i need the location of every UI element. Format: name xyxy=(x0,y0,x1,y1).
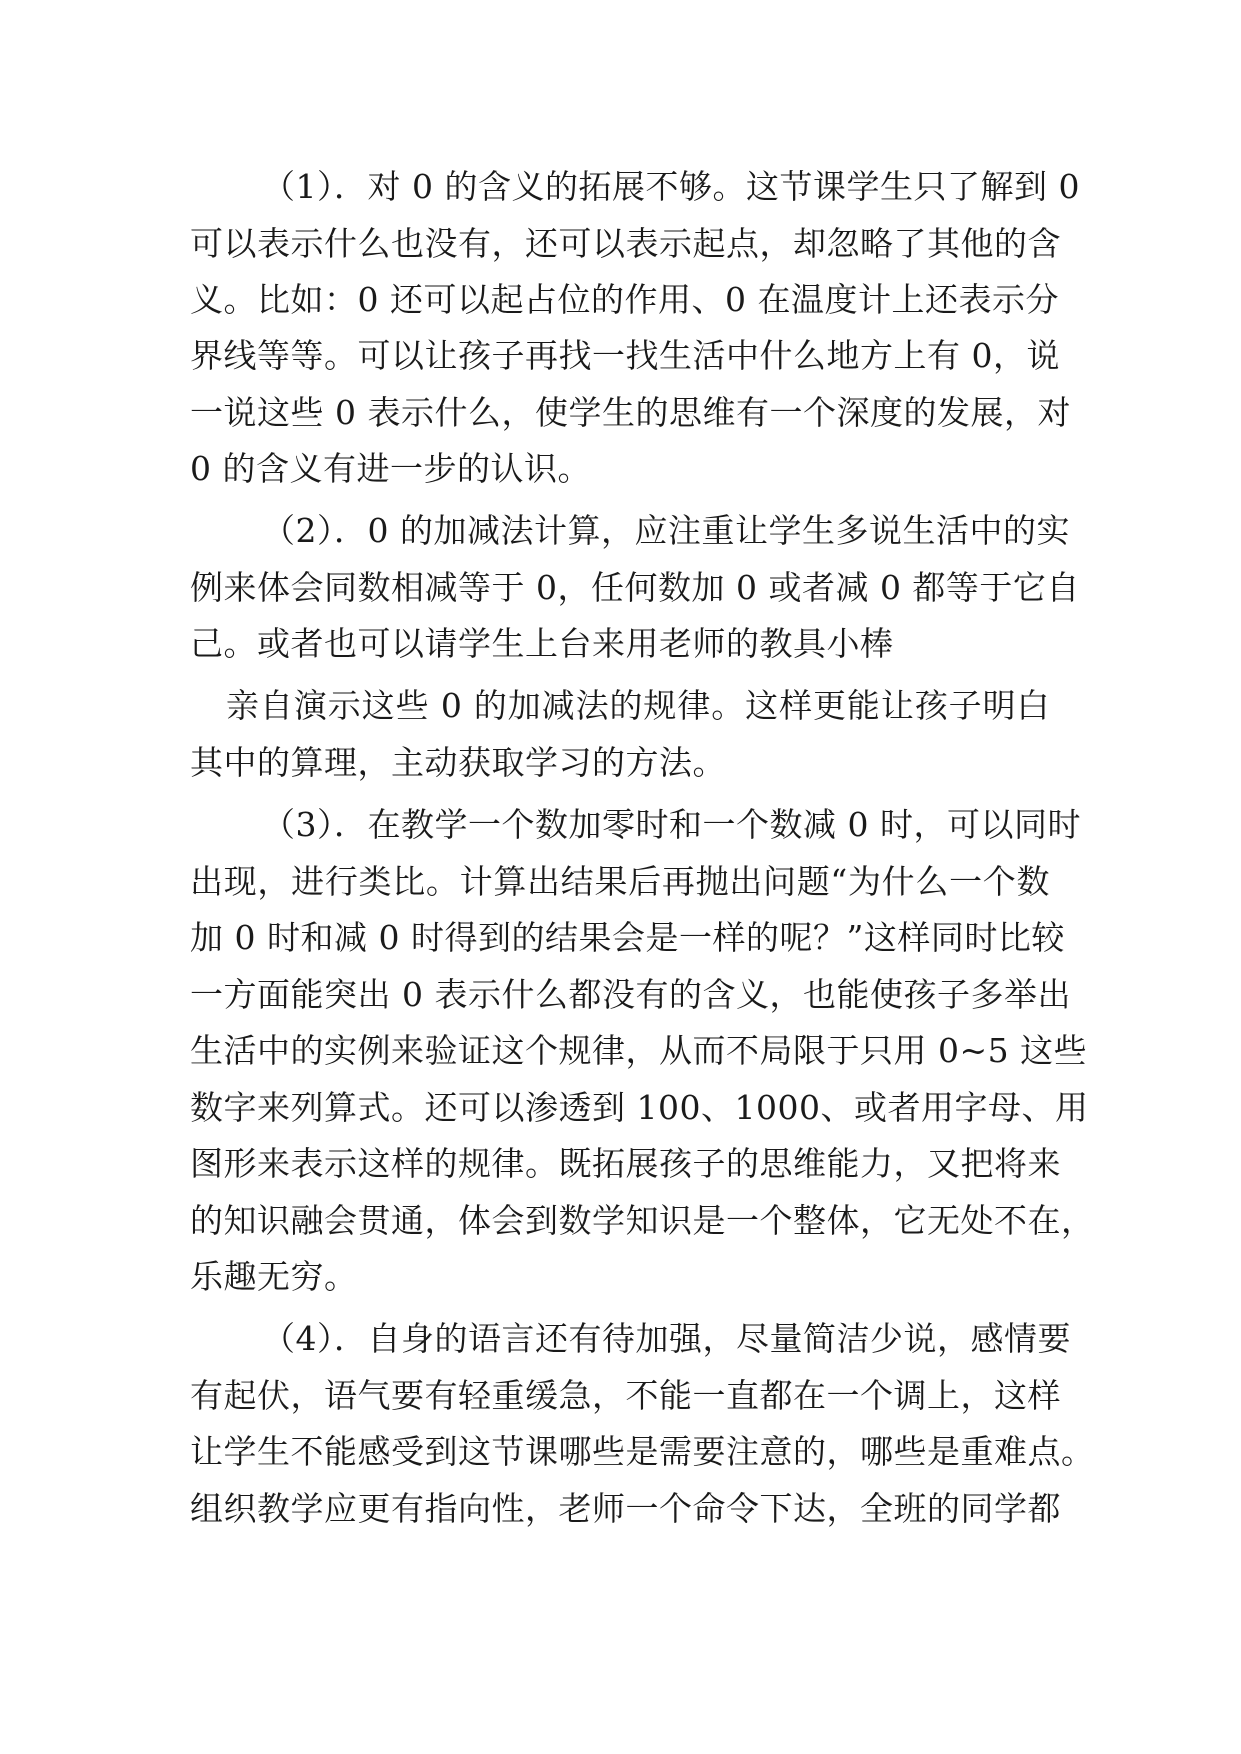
paragraph-5-line-2: 有起伏，语气要有轻重缓急，不能一直都在一个调上，这样 xyxy=(190,1376,1061,1415)
paragraph-4-line-2: 出现，进行类比。计算出结果后再抛出问题“为什么一个数 xyxy=(190,862,1050,901)
paragraph-1-line-6: 0 的含义有进一步的认识。 xyxy=(190,449,591,488)
paragraph-4-line-3: 加 0 时和减 0 时得到的结果会是一样的呢？”这样同时比较 xyxy=(190,918,1065,957)
paragraph-4-line-7: 图形来表示这样的规律。既拓展孩子的思维能力，又把将来 xyxy=(190,1144,1061,1183)
paragraph-4-line-1: （3）．在教学一个数加零时和一个数减 0 时，可以同时 xyxy=(262,805,1081,844)
paragraph-1-line-4: 界线等等。可以让孩子再找一找生活中什么地方上有 0，说 xyxy=(190,336,1060,375)
paragraph-5-line-3: 让学生不能感受到这节课哪些是需要注意的，哪些是重难点。 xyxy=(190,1432,1095,1471)
paragraph-2-line-3: 己。或者也可以请学生上台来用老师的教具小棒 xyxy=(190,624,894,663)
paragraph-5-line-1: （4）．自身的语言还有待加强，尽量简洁少说，感情要 xyxy=(262,1319,1071,1358)
paragraph-4-line-5: 生活中的实例来验证这个规律，从而不局限于只用 0~5 这些 xyxy=(190,1031,1088,1070)
paragraph-1-line-5: 一说这些 0 表示什么，使学生的思维有一个深度的发展，对 xyxy=(190,393,1071,432)
paragraph-4-line-6: 数字来列算式。还可以渗透到 100、1000、或者用字母、用 xyxy=(190,1088,1089,1127)
paragraph-4-line-8: 的知识融会贯通，体会到数学知识是一个整体，它无处不在， xyxy=(190,1201,1095,1240)
paragraph-2-line-1: （2）．0 的加减法计算，应注重让学生多说生活中的实 xyxy=(262,511,1070,550)
paragraph-3-line-2: 其中的算理，主动获取学习的方法。 xyxy=(190,743,726,782)
paragraph-1-line-3: 义。比如：0 还可以起占位的作用、0 在温度计上还表示分 xyxy=(190,280,1059,319)
paragraph-1-line-1: （1）．对 0 的含义的拓展不够。这节课学生只了解到 0 xyxy=(262,167,1080,206)
paragraph-1-line-2: 可以表示什么也没有，还可以表示起点，却忽略了其他的含 xyxy=(190,224,1061,263)
paragraph-3-line-1: 亲自演示这些 0 的加减法的规律。这样更能让孩子明白 xyxy=(226,686,1050,725)
paragraph-4-line-4: 一方面能突出 0 表示什么都没有的含义，也能使孩子多举出 xyxy=(190,975,1071,1014)
paragraph-4-line-9: 乐趣无穷。 xyxy=(190,1257,358,1296)
paragraph-5-line-4: 组织教学应更有指向性，老师一个命令下达，全班的同学都 xyxy=(190,1489,1061,1528)
paragraph-2-line-2: 例来体会同数相减等于 0，任何数加 0 或者减 0 都等于它自 xyxy=(190,568,1080,607)
